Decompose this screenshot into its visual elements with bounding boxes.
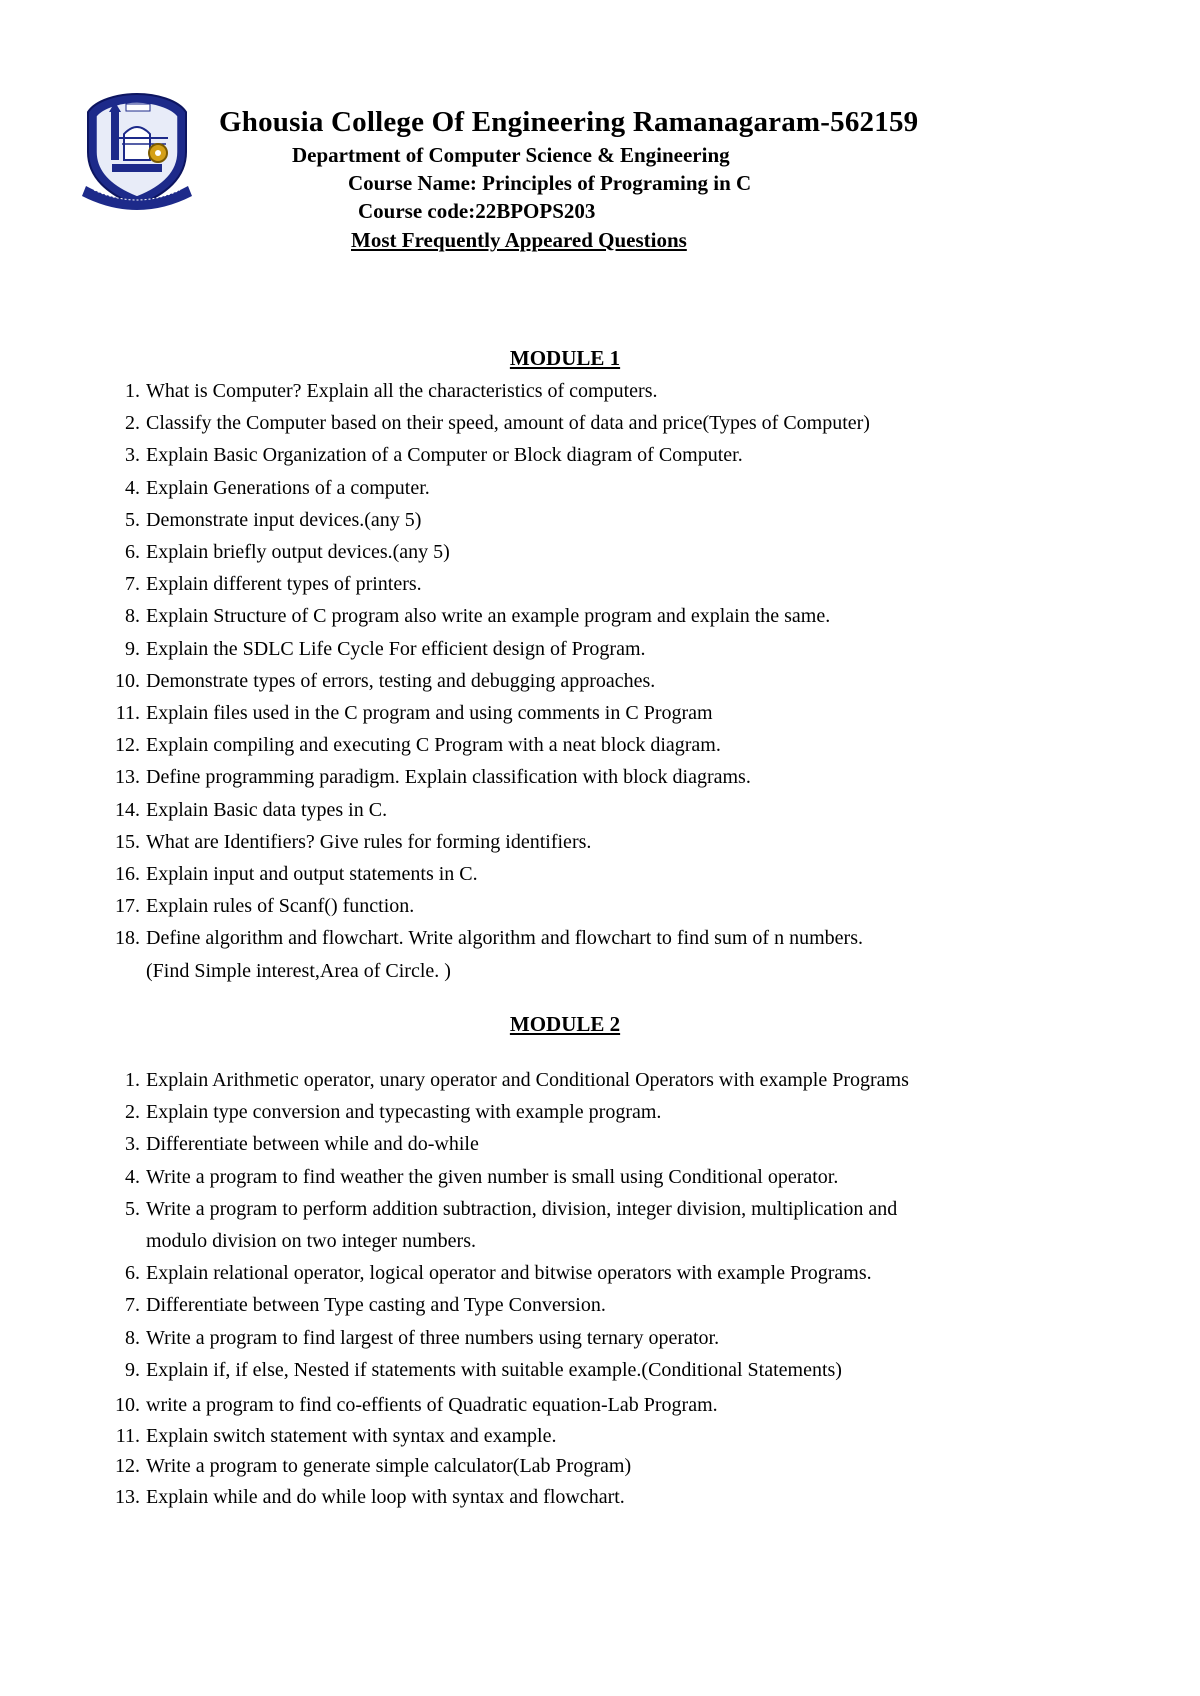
question-number: 1. [125, 1069, 140, 1091]
question-item [0, 407, 870, 439]
question-item [0, 1289, 909, 1321]
question-text: What is Computer? Explain all the characteristics of computers. [146, 380, 658, 402]
question-text: Explain the SDLC Life Cycle For efficient design of Program. [146, 637, 646, 660]
question-item [0, 1064, 909, 1096]
question-number: 7. [125, 573, 140, 596]
department-name: Department of Computer Science & Engineering [292, 143, 730, 167]
question-number: 16. [115, 863, 140, 886]
question-text: Explain briefly output devices.(any 5) [146, 541, 450, 564]
question-text: Explain rules of Scanf() function. [146, 895, 415, 918]
question-number: 3. [125, 1133, 140, 1156]
question-text: Explain Generations of a computer. [146, 476, 430, 499]
college-name: Ghousia College Of Engineering Ramanagaram-562159 [219, 106, 919, 138]
question-item [0, 504, 870, 536]
question-item [0, 1161, 909, 1193]
question-text: Demonstrate types of errors, testing and debugging approaches. [146, 669, 656, 692]
question-text: Differentiate between Type casting and Type Conversion. [146, 1294, 606, 1317]
question-text: Explain compiling and executing C Program with a neat block diagram. [146, 734, 721, 757]
question-item [0, 890, 870, 922]
question-text: Explain Basic data types in C. [146, 798, 388, 821]
question-number: 4. [125, 476, 140, 499]
course-name: Course Name: Principles of Programing in C [348, 171, 752, 195]
question-text: Explain type conversion and typecasting with example program. [146, 1101, 662, 1124]
question-number: 10. [115, 1394, 140, 1417]
question-text: Explain relational operator, logical operator and bitwise operators with example Programs. [146, 1262, 872, 1285]
question-number: 7. [125, 1294, 140, 1317]
question-number: 9. [125, 1358, 140, 1381]
module-1-question-list [0, 375, 870, 987]
question-text: Explain Basic Organization of a Computer or Block diagram of Computer. [146, 444, 743, 467]
question-number: 10. [115, 669, 140, 692]
question-text: Explain if, if else, Nested if statements with suitable example.(Conditional Statements) [146, 1358, 842, 1381]
question-number: 5. [125, 1197, 140, 1220]
question-item [0, 568, 870, 600]
question-item [0, 375, 870, 407]
question-number: 3. [125, 444, 140, 467]
question-text: Write a program to generate simple calculator(Lab Program) [146, 1455, 632, 1478]
question-item [0, 1421, 909, 1452]
question-text: Explain input and output statements in C. [146, 863, 478, 886]
question-item [0, 1390, 909, 1421]
question-number: 14. [115, 798, 140, 821]
question-number: 6. [125, 541, 140, 564]
question-text: What are Identifiers? Give rules for forming identifiers. [146, 830, 592, 853]
question-number: 11. [115, 1424, 140, 1447]
question-number: 15. [115, 830, 140, 853]
document-title: Most Frequently Appeared Questions [351, 228, 687, 252]
question-item [0, 858, 870, 890]
question-item [0, 1354, 909, 1386]
question-number: 6. [125, 1262, 140, 1285]
question-text: Define algorithm and flowchart. Write algorithm and flowchart to find sum of n numbers. [146, 927, 863, 950]
question-item [0, 1257, 909, 1289]
question-text: Demonstrate input devices.(any 5) [146, 508, 422, 531]
question-text: Explain different types of printers. [146, 573, 422, 596]
question-item [0, 794, 870, 826]
question-number: 8. [125, 605, 140, 628]
question-number: 18. [115, 927, 140, 950]
question-text: Differentiate between while and do-while [146, 1133, 479, 1156]
question-item [0, 1322, 909, 1354]
question-number: 12. [115, 734, 140, 757]
question-text: Classify the Computer based on their speed, amount of data and price(Types of Computer) [146, 412, 870, 435]
course-code: Course code:22BPOPS203 [358, 199, 596, 223]
question-item [0, 1451, 909, 1482]
question-item [0, 1482, 909, 1513]
question-item [0, 922, 870, 986]
question-text: Explain Structure of C program also write an example program and explain the same. [146, 605, 831, 628]
question-number: 13. [115, 1485, 140, 1508]
question-number: 8. [125, 1326, 140, 1349]
question-item [0, 439, 870, 471]
question-text: Explain Arithmetic operator, unary operator and Conditional Operators with example Programs [146, 1069, 909, 1091]
module-2-question-list [0, 1064, 909, 1512]
question-text-continuation: modulo division on two integer numbers. [146, 1230, 476, 1253]
college-logo-emblem [78, 90, 196, 210]
question-number: 9. [125, 637, 140, 660]
question-number: 5. [125, 508, 140, 531]
module-2-heading: MODULE 2 [509, 1012, 621, 1036]
question-text: Write a program to find weather the given number is small using Conditional operator. [146, 1165, 839, 1188]
question-item [0, 729, 870, 761]
question-item [0, 1128, 909, 1160]
question-item [0, 600, 870, 632]
question-number: 1. [125, 380, 140, 402]
question-item [0, 472, 870, 504]
question-text: write a program to find co-effients of Quadratic equation-Lab Program. [146, 1394, 718, 1417]
question-text: Define programming paradigm. Explain classification with block diagrams. [146, 766, 751, 789]
module-1-heading: MODULE 1 [509, 346, 621, 370]
question-item [0, 1193, 909, 1257]
question-text-continuation: (Find Simple interest,Area of Circle. ) [146, 959, 451, 982]
question-number: 13. [115, 766, 140, 789]
question-text: Write a program to perform addition subtraction, division, integer division, multiplication and [146, 1197, 898, 1220]
question-number: 2. [125, 1101, 140, 1124]
question-text: Explain while and do while loop with syntax and flowchart. [146, 1485, 625, 1508]
question-number: 12. [115, 1455, 140, 1478]
question-text: Explain switch statement with syntax and example. [146, 1424, 557, 1447]
question-number: 17. [115, 895, 140, 918]
question-item [0, 826, 870, 858]
question-item [0, 536, 870, 568]
question-item [0, 761, 870, 793]
question-number: 2. [125, 412, 140, 435]
question-item [0, 1096, 909, 1128]
question-item [0, 633, 870, 665]
question-number: 4. [125, 1165, 140, 1188]
question-item [0, 665, 870, 697]
question-number: 11. [115, 702, 140, 725]
question-text: Explain files used in the C program and using comments in C Program [146, 702, 713, 725]
question-item [0, 697, 870, 729]
question-text: Write a program to find largest of three numbers using ternary operator. [146, 1326, 720, 1349]
